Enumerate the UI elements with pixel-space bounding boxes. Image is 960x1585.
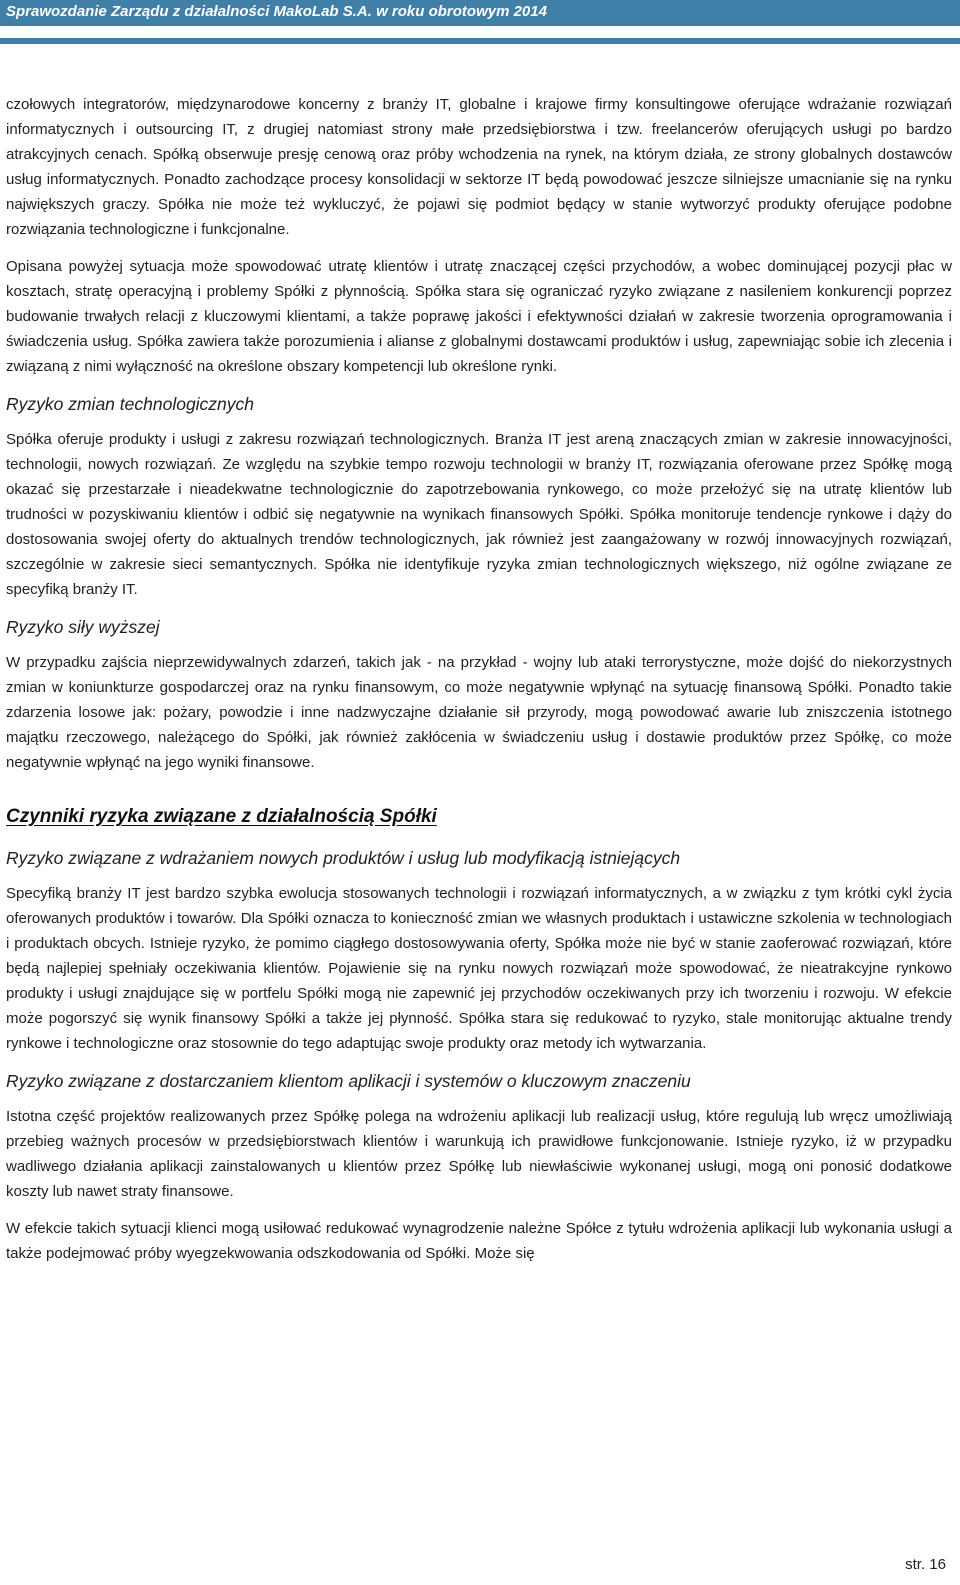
paragraph-tech-risk: Spółka oferuje produkty i usługi z zakresu rozwiązań technologicznych. Branża IT jest areną znaczących zmian w zakresie innowacyjności, technologii, nowych rozwiązań. Ze względu na szybkie tempo rozwoju technologii w branży IT, rozwiązania oferowane przez Spółkę mogą okazać się przestarzałe i nieadekwatne technologicznie do zapotrzebowania rynkowego, co może przełożyć się na utratę klientów lub trudności w pozyskiwaniu klientów i odbić się negatywnie na wynikach finansowych Spółki. Spółka monitoruje tendencje rynkowe i dąży do dostosowania swojej oferty do aktualnych trendów technologicznych, jak również jest zaangażowany w rozwój innowacyjnych rozwiązań, szczególnie w zakresie sieci semantycznych. Spółka nie identyfikuje ryzyka zmian technologicznych większego, niż ogólne związane ze specyfiką branży IT. [6,431,952,598]
paragraph-competition-effects: Opisana powyżej sytuacja może spowodować utratę klientów i utratę znaczącej części przychodów, a wobec dominującej pozycji płac w kosztach, stratę operacyjną i problemy Spółki z płynnością. Spółka stara się ograniczać ryzyko związane z nasileniem konkurencji poprzez budowanie trwałych relacji z kluczowymi klientami, a także poprawę jakości i efektywności działań w zakresie tworzenia oprogramowania i świadczenia usług. Spółka zawiera także porozumienia i alianse z globalnymi dostawcami produktów i usług, zapewniając sobie ich zlecenia i związaną z nimi wyłączność na określone obszary kompetencji lub określone rynki. [6,258,952,375]
heading-tech-risk: Ryzyko zmian technologicznych [6,394,255,414]
header-title: Sprawozdanie Zarządu z działalności MakoLab S.A. w roku obrotowym 2014 [6,3,547,20]
paragraph-competition: czołowych integratorów, międzynarodowe koncerny z branży IT, globalne i krajowe firmy konsultingowe oferujące wdrażanie rozwiązań informatycznych i outsourcing IT, z drugiej natomiast strony małe przedsiębiorstwa i tzw. freelancerów oferujących usługi po bardzo atrakcyjnych cenach. Spółką obserwuje presję cenową oraz próby wchodzenia na rynek, na którym działa, ze strony globalnych dostawców usług informatycznych. Ponadto zachodzące procesy konsolidacji w sektorze IT będą powodować jeszcze silniejsze umacnianie się na rynku największych graczy. Spółka nie może też wykluczyć, że pojawi się podmiot będący w stanie wytworzyć produkty oferujące podobne rozwiązania technologiczne i funkcjonalne. [6,96,952,238]
section-heading-company-risks: Czynniki ryzyka związane z działalnością Spółki [6,806,437,827]
paragraph-key-apps-risk: Istotna część projektów realizowanych przez Spółkę polega na wdrożeniu aplikacji lub realizacji usług, które regulują lub wręcz umożliwiają przebieg ważnych procesów w przedsiębiorstwach klientów i warunkują ich prawidłowe funkcjonowanie. Istnieje ryzyko, iż w przypadku wadliwego działania aplikacji zainstalowanych u klientów przez Spółkę lub niewłaściwie wykonanej usługi, mogą oni ponosić dodatkowe koszty lub nawet straty finansowe. [6,1108,952,1200]
heading-new-products-risk: Ryzyko związane z wdrażaniem nowych produktów i usług lub modyfikacją istniejących [6,848,681,868]
heading-force-majeure: Ryzyko siły wyższej [6,617,160,637]
page-number: str. 16 [905,1556,946,1573]
paragraph-force-majeure: W przypadku zajścia nieprzewidywalnych zdarzeń, takich jak - na przykład - wojny lub ataki terrorystyczne, może dojść do niekorzystnych zmian w koniunkturze gospodarczej oraz na rynku finansowym, co może negatywnie wpłynąć na sytuację finansową Spółki. Ponadto takie zdarzenia losowe jak: pożary, powodzie i inne nadzwyczajne działanie sił przyrody, mogą powodować awarie lub zniszczenia istotnego majątku rzeczowego, należącego do Spółki, jak również zakłócenia w świadczeniu usług i dostawie produktów przez Spółkę, co może negatywnie wpłynąć na jego wyniki finansowe. [6,654,952,771]
page-header [0,0,960,44]
header-rule [0,38,960,44]
paragraph-new-products-risk: Specyfiką branży IT jest bardzo szybka ewolucja stosowanych technologii i rozwiązań informatycznych, a w związku z tym krótki cykl życia oferowanych produktów i towarów. Dla Spółki oznacza to konieczność zmian we własnych produktach i ustawiczne szkolenia w technologiach i produktach obcych. Istnieje ryzyko, że pomimo ciągłego dostosowywania oferty, Spółka może nie być w stanie zaoferować rozwiązań, które będą najlepiej spełniały oczekiwania klientów. Pojawienie się na rynku nowych rozwiązań może spowodować, że nieatrakcyjne rynkowo produkty i usługi znajdujące się w portfelu Spółki mogą nie zapewnić jej przychodów oczekiwanych przy ich tworzeniu i rozwoju. W efekcie może pogorszyć się wynik finansowy Spółki a także jej płynność. Spółka stara się redukować to ryzyko, stale monitorując aktualne trendy rynkowe i technologiczne oraz stosownie do tego adaptując swoje produkty oraz metody ich wytwarzania. [6,885,952,1052]
paragraph-key-apps-effects: W efekcie takich sytuacji klienci mogą usiłować redukować wynagrodzenie należne Spółce z tytułu wdrożenia aplikacji lub wykonania usługi a także podejmować próby wyegzekwowania odszkodowania od Spółki. Może się [6,1220,952,1262]
document-body [6,92,952,1278]
heading-key-apps-risk: Ryzyko związane z dostarczaniem klientom aplikacji i systemów o kluczowym znaczeniu [6,1071,691,1091]
